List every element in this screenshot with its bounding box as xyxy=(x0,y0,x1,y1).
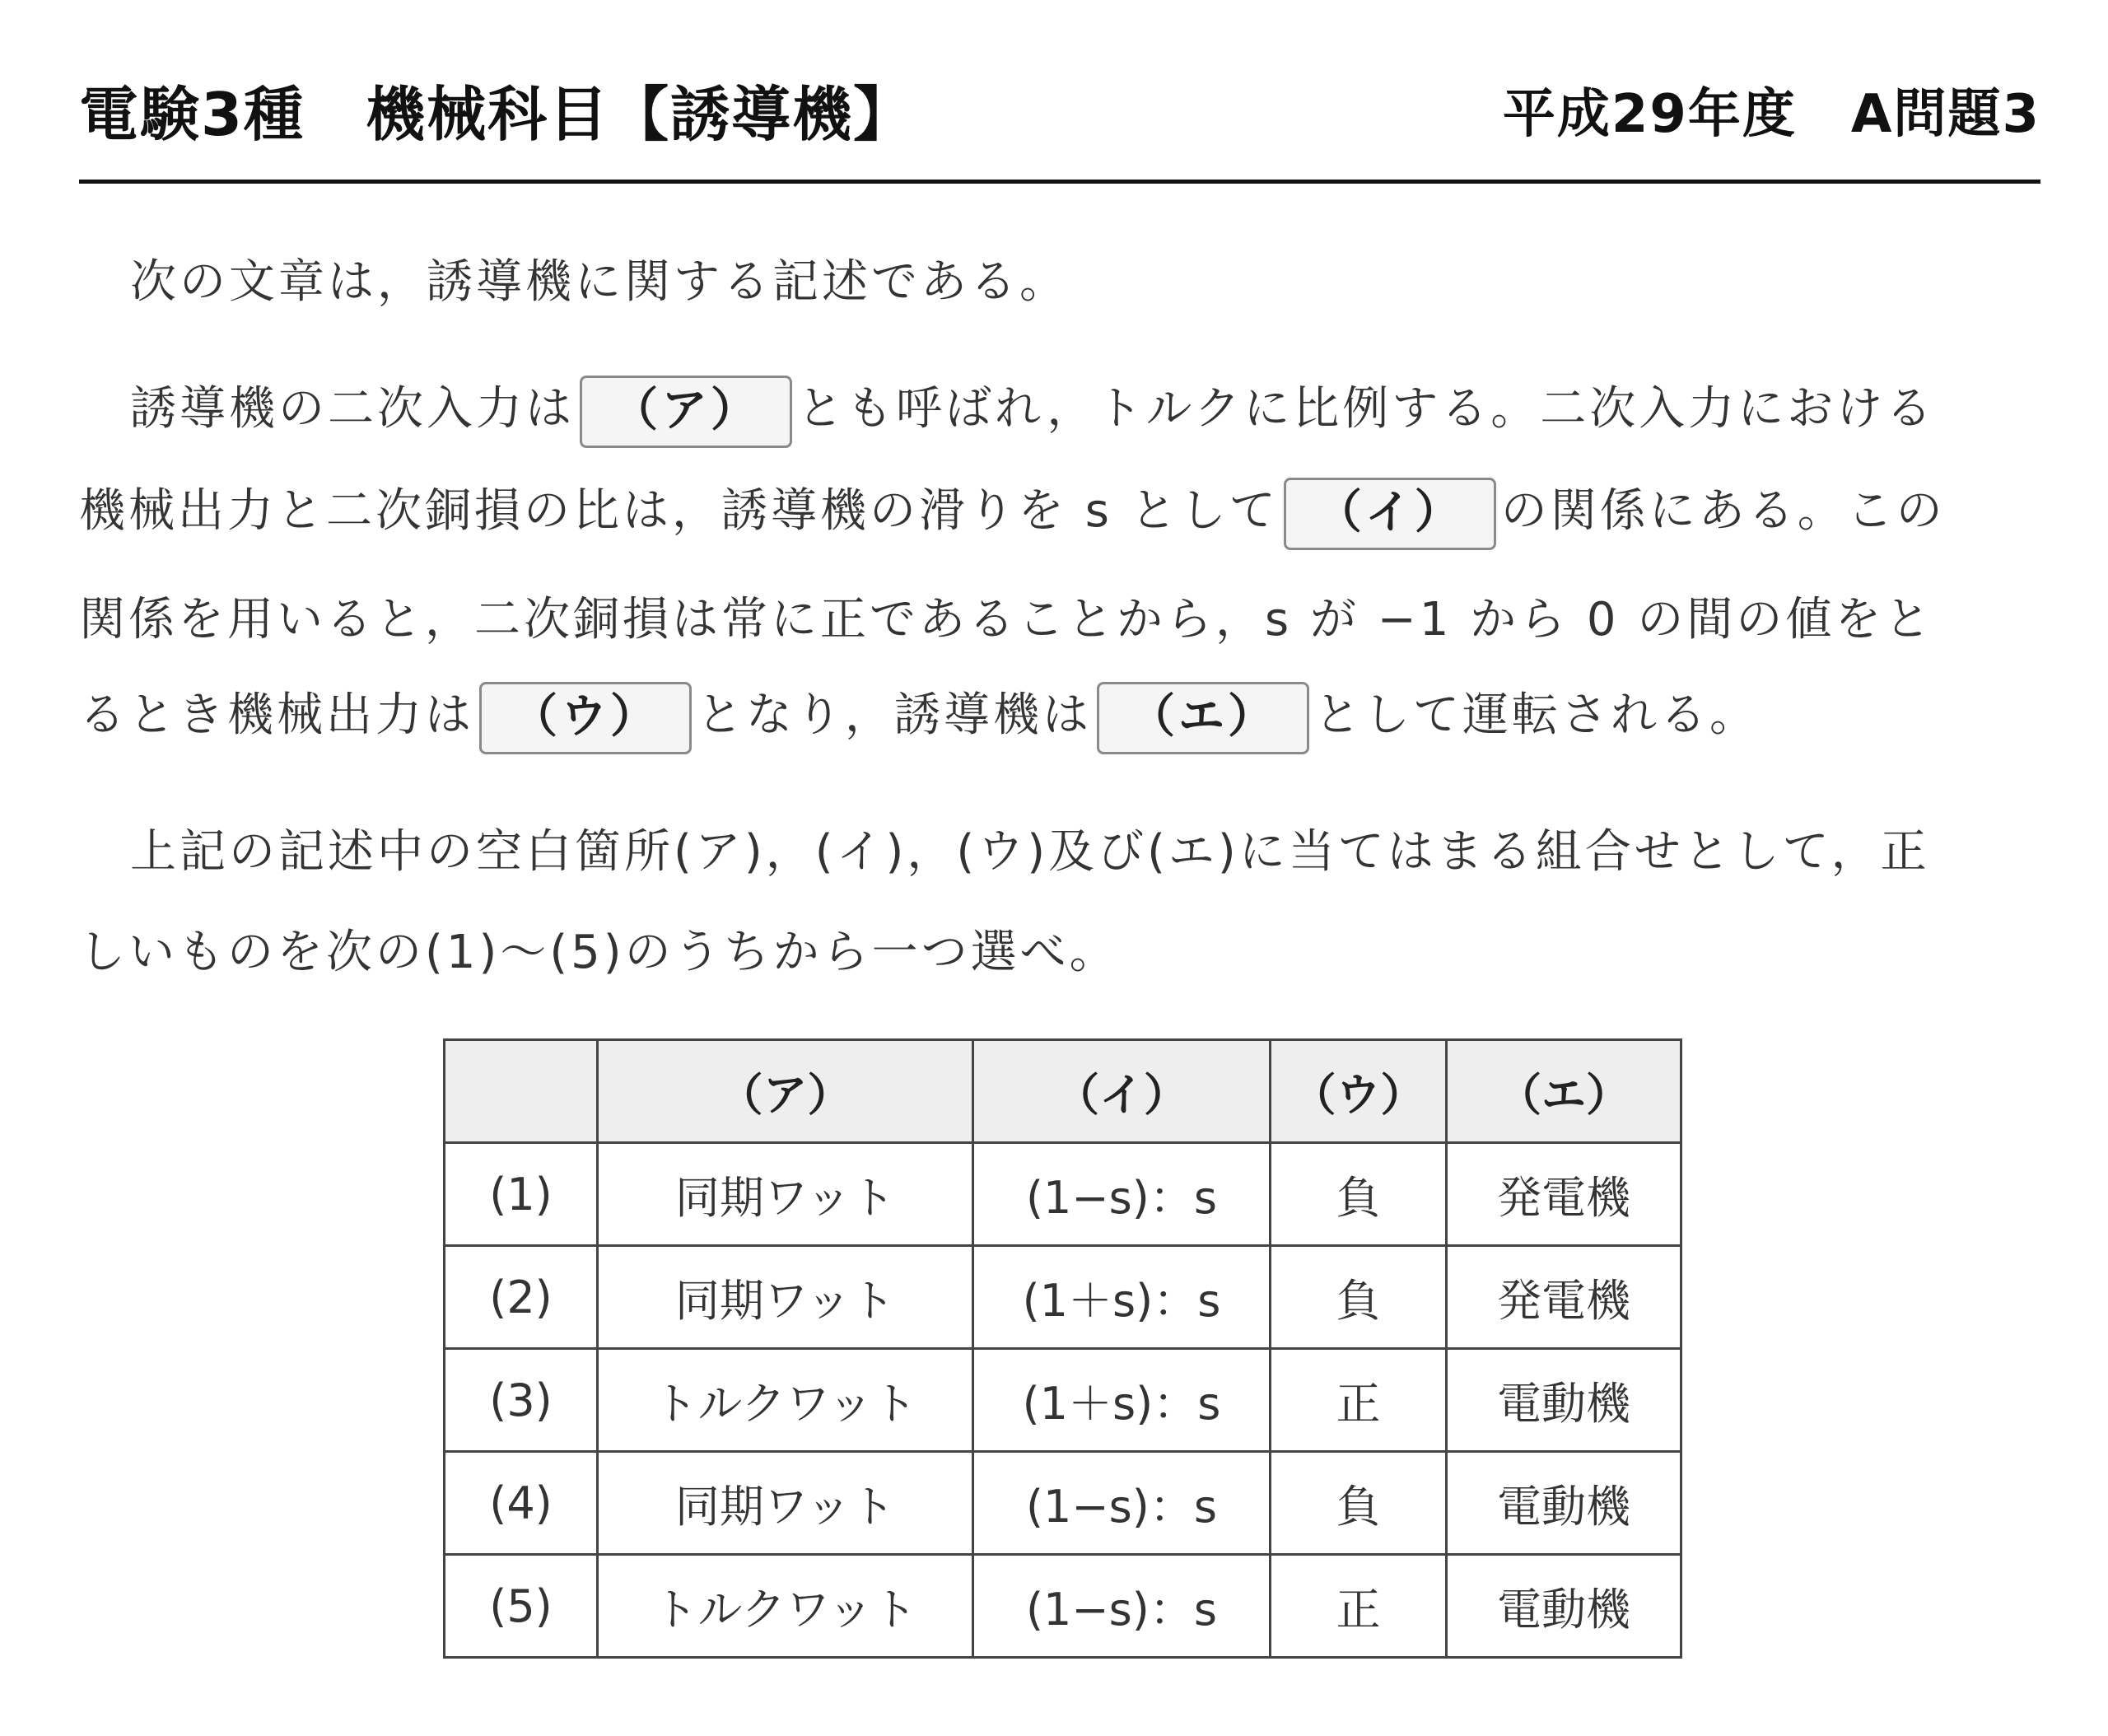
choice-i: (1＋s)：s xyxy=(973,1349,1271,1452)
choice-e: 発電機 xyxy=(1447,1246,1681,1349)
choice-e: 電動機 xyxy=(1447,1452,1681,1555)
page-header xyxy=(79,64,2040,155)
blank-a: （ア） xyxy=(580,376,792,448)
choice-number: (3) xyxy=(445,1349,598,1452)
body-text: として運転される。 xyxy=(1314,688,1759,742)
choice-a: 同期ワット xyxy=(598,1143,973,1246)
choice-a: 同期ワット xyxy=(598,1452,973,1555)
choice-a: トルクワット xyxy=(598,1349,973,1452)
table-row xyxy=(445,1246,1681,1349)
exam-year-question: 平成29年度 A問題3 xyxy=(1502,84,2040,145)
choice-e: 電動機 xyxy=(1447,1349,1681,1452)
choices-table xyxy=(443,1038,1682,1659)
choice-u: 負 xyxy=(1271,1143,1447,1246)
table-row xyxy=(445,1143,1681,1246)
choice-u: 負 xyxy=(1271,1452,1447,1555)
question-line-1: 上記の記述中の空白箇所(ア)，(イ)，(ウ)及び(エ)に当てはまる組合せとして，正 xyxy=(130,825,1930,879)
header-cell-i: （イ） xyxy=(973,1040,1271,1143)
body-line-4 xyxy=(79,679,2040,754)
blank-i: （イ） xyxy=(1284,478,1496,550)
choice-e: 発電機 xyxy=(1447,1143,1681,1246)
question-line-2: しいものを次の(1)〜(5)のうちから一つ選べ。 xyxy=(79,926,1119,979)
header-cell-a: （ア） xyxy=(598,1040,973,1143)
blank-e: （エ） xyxy=(1097,682,1309,754)
body-line-3: 関係を用いると，二次銅損は常に正であることから，s が −1 から 0 の間の値をと xyxy=(79,593,1934,646)
table-row xyxy=(445,1452,1681,1555)
body-line-1 xyxy=(79,372,2092,448)
choice-number: (4) xyxy=(445,1452,598,1555)
blank-u: （ウ） xyxy=(479,682,692,754)
exam-subject-title: 電験3種 機械科目【誘導機】 xyxy=(79,80,915,149)
choice-u: 負 xyxy=(1271,1246,1447,1349)
choice-i: (1＋s)：s xyxy=(973,1246,1271,1349)
choice-i: (1−s)：s xyxy=(973,1452,1271,1555)
table-row xyxy=(445,1349,1681,1452)
table-row xyxy=(445,1555,1681,1658)
header-cell-e: （エ） xyxy=(1447,1040,1681,1143)
body-text: とも呼ばれ，トルクに比例する。二次入力における xyxy=(797,382,1936,436)
header-cell-number xyxy=(445,1040,598,1143)
choice-number: (1) xyxy=(445,1143,598,1246)
body-text: るとき機械出力は xyxy=(79,688,474,742)
choice-a: トルクワット xyxy=(598,1555,973,1658)
choice-i: (1−s)：s xyxy=(973,1555,1271,1658)
choice-a: 同期ワット xyxy=(598,1246,973,1349)
body-text: となり，誘導機は xyxy=(697,688,1092,742)
table-header-row xyxy=(445,1040,1681,1143)
choice-i: (1−s)：s xyxy=(973,1143,1271,1246)
choice-u: 正 xyxy=(1271,1349,1447,1452)
choice-number: (5) xyxy=(445,1555,598,1658)
header-divider xyxy=(79,180,2040,184)
body-text: 機械出力と二次銅損の比は，誘導機の滑りを s として xyxy=(79,484,1279,538)
choice-number: (2) xyxy=(445,1246,598,1349)
body-line-2 xyxy=(79,474,2040,550)
body-text: 誘導機の二次入力は xyxy=(130,382,575,436)
header-cell-u: （ウ） xyxy=(1271,1040,1447,1143)
choice-u: 正 xyxy=(1271,1555,1447,1658)
intro-text: 次の文章は，誘導機に関する記述である。 xyxy=(130,255,1069,309)
choice-e: 電動機 xyxy=(1447,1555,1681,1658)
body-text: の関係にある。この xyxy=(1500,484,1946,538)
